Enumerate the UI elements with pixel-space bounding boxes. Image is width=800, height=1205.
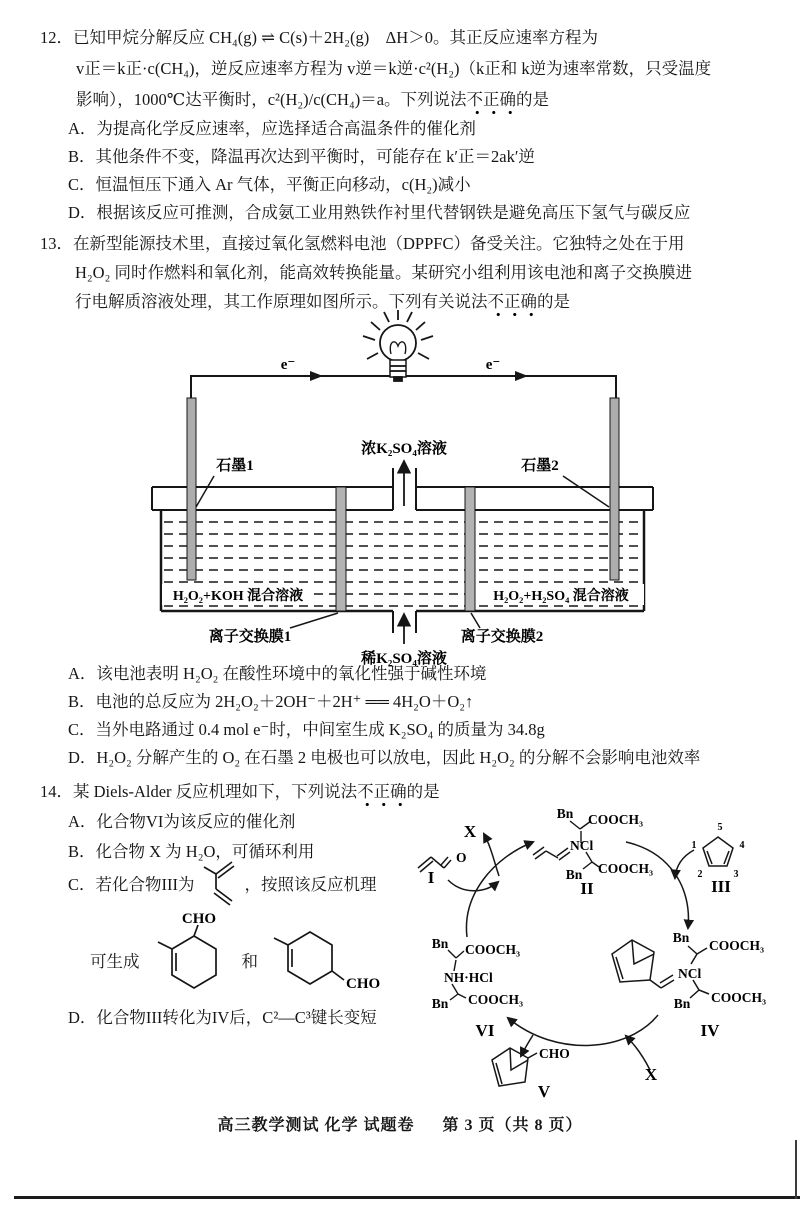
compound-iii-structure bbox=[703, 837, 733, 866]
q13-option-b: B．电池的总反应为 2H₂O₂＋2OH⁻＋2H⁺ ══ 4H₂O＋O₂↑ bbox=[68, 692, 474, 711]
right-solution-label: H₂O₂+H₂SO₄ 混合溶液 bbox=[493, 589, 629, 604]
compound-v-structure bbox=[492, 1048, 537, 1086]
q14-option-d: D．化合物III转化为IV后，C²—C³键长变短 bbox=[68, 1008, 377, 1027]
q14-can-generate-label: 可生成 bbox=[90, 952, 140, 971]
q13-stem-line2: H₂O₂ 同时作燃料和氧化剂，能高效转换能量。某研究小组利用该电池和离子交换膜进 bbox=[75, 263, 692, 282]
vi-nh-hcl: NH·HCl bbox=[444, 970, 493, 985]
q14-option-a: A．化合物VI为该反应的催化剂 bbox=[68, 812, 296, 831]
q12-stem-line2: v正＝k正·c(CH₄)，逆反应速率方程为 v逆＝k逆·c²(H₂)（k正和 k逆为速率常数，只受温度 bbox=[76, 59, 712, 78]
page-footer bbox=[0, 1112, 800, 1135]
product-structure-1 bbox=[152, 912, 230, 1008]
iii-c1: 1 bbox=[691, 840, 697, 851]
ii-bn-top: Bn bbox=[556, 806, 574, 821]
compound-iv-label: IV bbox=[700, 1021, 720, 1040]
graphite-electrode-2 bbox=[610, 398, 619, 580]
footer-exam-title: 高三教学测试 化学 试题卷 bbox=[217, 1117, 415, 1134]
left-solution-label: H₂O₂+KOH 混合溶液 bbox=[172, 589, 304, 604]
graphite-electrode-1 bbox=[187, 398, 196, 580]
q14-option-c-pre: C．若化合物III为 bbox=[68, 875, 195, 894]
q13-line3-pre: 行电解质溶液处理，其工作原理如图所示。下列有关说法 bbox=[75, 292, 488, 311]
q14-stem-post: 的是 bbox=[406, 782, 440, 801]
footer-page-number: 第 3 页（共 8 页） bbox=[442, 1117, 583, 1134]
q13-stem-line1 bbox=[40, 229, 800, 258]
bottom-solution-label: 稀K₂SO₄溶液 bbox=[361, 651, 447, 667]
compound-iii-label: III bbox=[711, 877, 731, 896]
q14-stem-emphasis: 不正确 bbox=[357, 782, 407, 807]
q13-number: 13． bbox=[40, 234, 73, 253]
q12-line3-emphasis: 不正确 bbox=[467, 90, 517, 115]
q13-options bbox=[40, 660, 800, 772]
iii-c3: 3 bbox=[733, 869, 739, 880]
circuit-wire bbox=[191, 376, 616, 398]
product2-cho-label: CHO bbox=[346, 976, 381, 992]
scan-edge-right bbox=[795, 1140, 797, 1199]
compound-i-oxygen: O bbox=[456, 850, 467, 865]
top-solution-label: 浓K₂SO₄溶液 bbox=[361, 441, 447, 457]
q12-stem-line1 bbox=[40, 22, 796, 53]
cycle-svg bbox=[398, 790, 797, 1112]
q12-option-a: A．为提高化学反应速率，应选择适合高温条件的催化剂 bbox=[68, 119, 476, 138]
iv-bn-top: Bn bbox=[672, 930, 690, 945]
tank-lid bbox=[152, 468, 653, 510]
v-cho: CHO bbox=[539, 1046, 570, 1061]
vi-bn-top: Bn bbox=[431, 936, 449, 951]
fuel-cell-diagram bbox=[150, 310, 655, 682]
q12-option-c: C．恒温恒压下通入 Ar 气体，平衡正向移动，c(H₂)减小 bbox=[68, 175, 471, 194]
compound-v-label: V bbox=[537, 1082, 551, 1101]
iv-ester-top: COOCH₃ bbox=[709, 938, 765, 953]
product-structure-2 bbox=[270, 912, 382, 1008]
iii-c5: 5 bbox=[717, 822, 723, 833]
q14-and-label: 和 bbox=[241, 952, 258, 971]
question-13-stem bbox=[40, 229, 800, 316]
ion-exchange-membrane-2 bbox=[465, 487, 475, 611]
q12-line3-post: 的是 bbox=[516, 90, 550, 109]
graphite2-label: 石墨2 bbox=[521, 458, 559, 474]
membrane1-label: 离子交换膜1 bbox=[208, 629, 292, 645]
q13-line1-text: 在新型能源技术里，直接过氧化氢燃料电池（DPPFC）备受关注。它独特之处在于用 bbox=[73, 234, 685, 253]
q12-number: 12． bbox=[40, 28, 73, 47]
q13-option-c: C．当外电路通过 0.4 mol e⁻时，中间室生成 K₂SO₄ 的质量为 34.8g bbox=[68, 720, 545, 739]
q12-options bbox=[40, 115, 796, 227]
x-bottom-label: X bbox=[644, 1065, 658, 1084]
ii-ester-top: COOCH₃ bbox=[588, 812, 644, 827]
graphite1-pointer bbox=[196, 476, 214, 507]
compound-ii-label: II bbox=[580, 879, 594, 898]
diels-alder-cycle-diagram bbox=[398, 790, 797, 1112]
ii-bn-bottom: Bn bbox=[565, 867, 583, 882]
graphite2-pointer bbox=[563, 476, 609, 507]
ii-ncl: NCl bbox=[570, 838, 594, 853]
product1-cho-label: CHO bbox=[181, 912, 216, 927]
isoprene-structure bbox=[201, 858, 239, 908]
tank-body bbox=[161, 510, 644, 633]
iii-c4: 4 bbox=[739, 840, 745, 851]
graphite1-label: 石墨1 bbox=[216, 458, 254, 474]
iv-bn-bottom: Bn bbox=[673, 996, 691, 1011]
ii-ester-bottom: COOCH₃ bbox=[598, 861, 654, 876]
membrane1-pointer bbox=[290, 613, 338, 628]
fuel-cell-svg bbox=[150, 310, 655, 682]
electron-label-right: e⁻ bbox=[485, 357, 501, 373]
q14-option-b: B．化合物 X 为 H₂O，可循环利用 bbox=[68, 842, 315, 861]
compound-vi-label: VI bbox=[475, 1021, 495, 1040]
iv-ncl: NCl bbox=[678, 966, 702, 981]
compound-i-label: I bbox=[427, 868, 435, 887]
vi-ester-bottom: COOCH₃ bbox=[468, 992, 524, 1007]
iii-c2: 2 bbox=[697, 869, 703, 880]
ion-exchange-membrane-1 bbox=[336, 487, 346, 611]
vi-bn-bottom: Bn bbox=[431, 996, 449, 1011]
q14-stem-pre: 某 Diels-Alder 反应机理如下，下列说法 bbox=[73, 782, 358, 801]
q13-option-d: D．H₂O₂ 分解产生的 O₂ 在石墨 2 电极也可以放电，因此 H₂O₂ 的分解不会影响电池效率 bbox=[68, 748, 701, 767]
iv-ester-bottom: COOCH₃ bbox=[711, 990, 767, 1005]
q12-option-d: D．根据该反应可推测，合成氨工业用熟铁作衬里代替钢铁是避免高压下氢气与碳反应 bbox=[68, 203, 691, 222]
compound-i-structure bbox=[418, 857, 451, 872]
light-bulb-icon bbox=[363, 310, 433, 381]
q12-line1-text: 已知甲烷分解反应 CH₄(g) ⇌ C(s)＋2H₂(g) ΔH＞0。其正反应速率方程为 bbox=[73, 28, 598, 47]
q12-option-b: B．其他条件不变，降温再次达到平衡时，可能存在 k′正＝2ak′逆 bbox=[68, 147, 535, 166]
membrane2-label: 离子交换膜2 bbox=[460, 629, 544, 645]
x-top-label: X bbox=[463, 822, 477, 841]
q14-option-c-post: ，按照该反应机理 bbox=[244, 875, 377, 894]
q12-stem-line3 bbox=[40, 84, 796, 115]
q13-line3-post: 的是 bbox=[537, 292, 570, 311]
electron-label-left: e⁻ bbox=[280, 357, 296, 373]
question-12 bbox=[40, 22, 796, 227]
q14-option-c-products bbox=[90, 912, 382, 1008]
q13-line3-emphasis: 不正确 bbox=[488, 292, 538, 317]
membrane2-pointer bbox=[471, 613, 480, 628]
q12-line3-pre: 影响），1000℃达平衡时，c²(H₂)/c(CH₄)＝a。下列说法 bbox=[76, 90, 467, 109]
scan-edge-bottom bbox=[14, 1196, 800, 1199]
q13-option-a: A．该电池表明 H₂O₂ 在酸性环境中的氧化性强于碱性环境 bbox=[68, 664, 487, 683]
q14-option-c bbox=[68, 854, 377, 912]
q14-stem bbox=[40, 778, 440, 806]
vi-ester-top: COOCH₃ bbox=[465, 942, 521, 957]
q14-number: 14． bbox=[40, 782, 73, 801]
